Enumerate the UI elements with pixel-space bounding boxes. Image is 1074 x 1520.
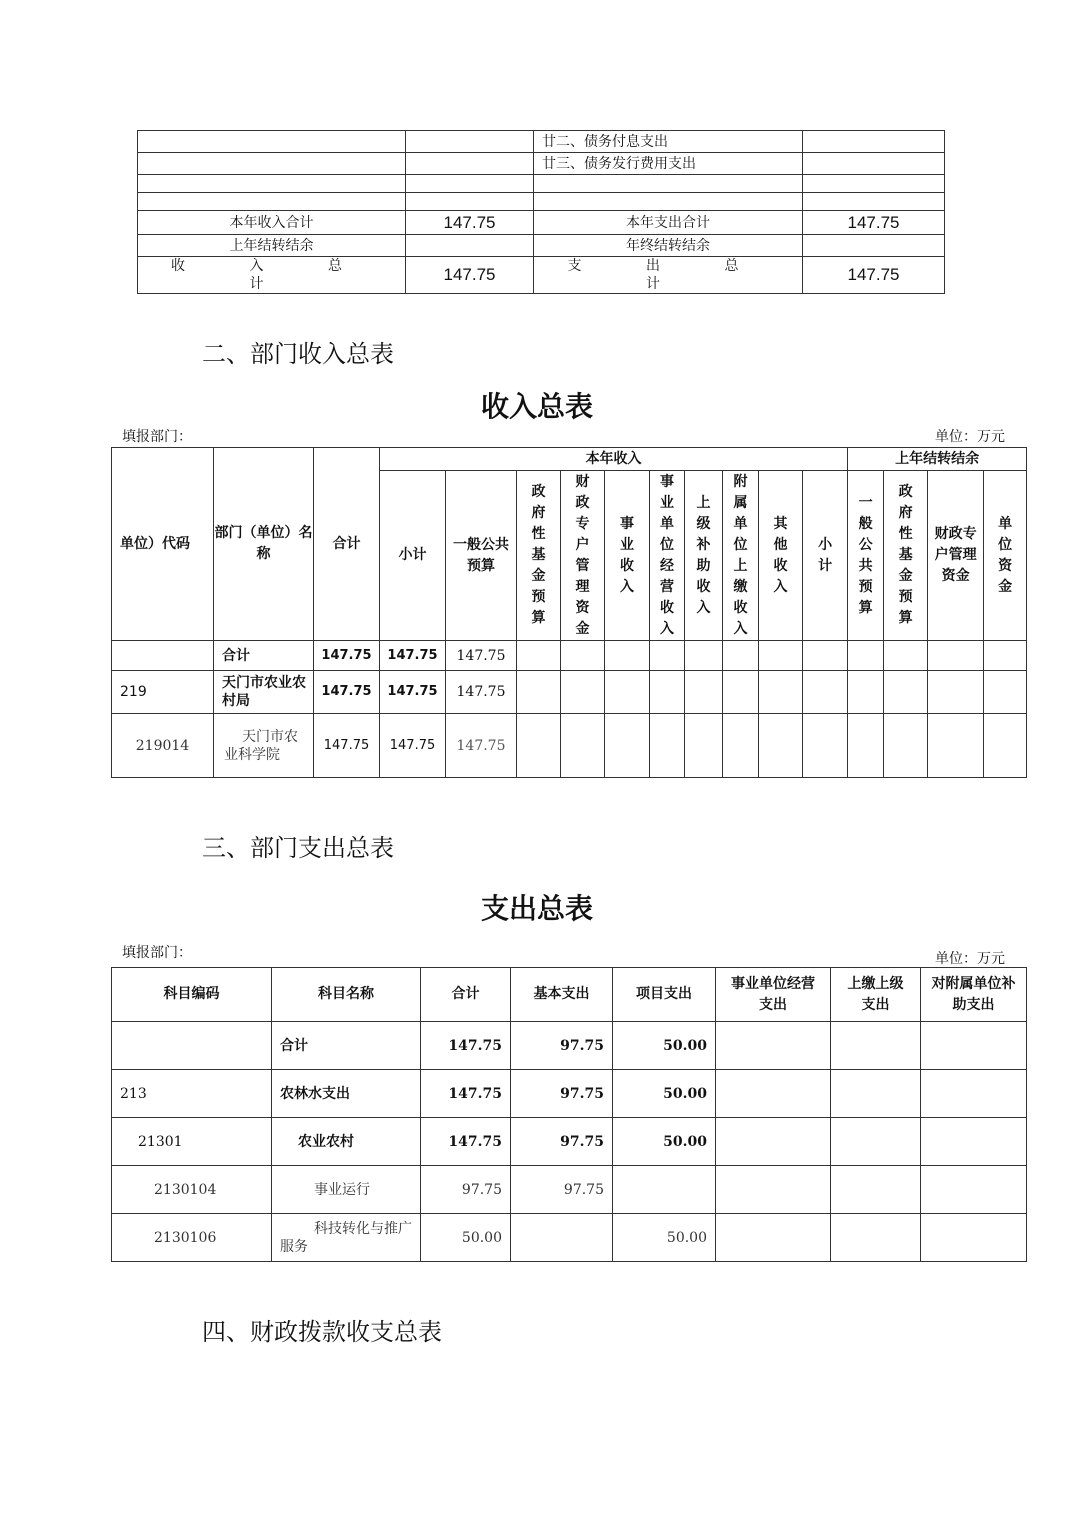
header-superior-subsidy: 上级补助收入 xyxy=(685,471,723,641)
row-total: 97.75 xyxy=(421,1166,511,1214)
header-last-year: 上年结转结余 xyxy=(848,448,1027,471)
row-subtotal: 147.75 xyxy=(380,714,446,778)
empty-cell xyxy=(848,671,884,714)
table-cell xyxy=(138,131,406,153)
header-this-year: 本年收入 xyxy=(380,448,848,471)
header-ly-general: 一般公共预算 xyxy=(848,471,884,641)
empty-cell xyxy=(848,641,884,671)
section-heading: 三、部门支出总表 xyxy=(202,834,394,862)
empty-cell xyxy=(650,714,685,778)
table-cell xyxy=(406,131,534,153)
header-business-income: 事业收入 xyxy=(605,471,650,641)
empty-cell xyxy=(759,671,803,714)
empty-cell xyxy=(848,714,884,778)
header-subtotal: 小计 xyxy=(380,471,446,641)
row-basic: 97.75 xyxy=(511,1118,613,1166)
empty-cell xyxy=(650,671,685,714)
row-basic: 97.75 xyxy=(511,1070,613,1118)
header-superior-expense: 上缴上级支出 xyxy=(831,968,921,1022)
section-heading: 二、部门收入总表 xyxy=(202,340,394,368)
row-project: 50.00 xyxy=(613,1022,716,1070)
header-subject-code: 科目编码 xyxy=(112,968,272,1022)
table-row xyxy=(138,175,945,193)
header-operating-expense: 事业单位经营支出 xyxy=(716,968,831,1022)
year-end-label: 年终结转结余 xyxy=(534,235,803,257)
empty-cell xyxy=(831,1118,921,1166)
header-project-expense: 项目支出 xyxy=(613,968,716,1022)
header-other-income: 其他收入 xyxy=(759,471,803,641)
table-cell xyxy=(138,175,406,193)
header-code: 单位）代码 xyxy=(112,448,214,641)
row-general-budget: 147.75 xyxy=(446,641,517,671)
table-row xyxy=(112,1118,1027,1166)
table-cell xyxy=(803,153,945,175)
row-code: 2130104 xyxy=(112,1166,272,1214)
empty-cell xyxy=(831,1070,921,1118)
filler-label: 填报部门： xyxy=(122,429,192,445)
table-title: 收入总表 xyxy=(480,390,593,423)
empty-cell xyxy=(921,1166,1027,1214)
table-cell xyxy=(138,193,406,211)
empty-cell xyxy=(723,641,759,671)
empty-cell xyxy=(831,1214,921,1262)
expense-total-label: 本年支出合计 xyxy=(534,211,803,235)
row-name: 天门市农业科学院 xyxy=(214,714,314,778)
table-cell xyxy=(803,193,945,211)
empty-cell xyxy=(759,641,803,671)
header-ly-subtotal: 小计 xyxy=(803,471,848,641)
empty-cell xyxy=(716,1022,831,1070)
empty-cell xyxy=(884,714,928,778)
empty-cell xyxy=(561,714,605,778)
row-code: 2130106 xyxy=(112,1214,272,1262)
table-cell xyxy=(406,175,534,193)
row-code xyxy=(112,641,214,671)
table-row xyxy=(112,671,1027,714)
table-cell xyxy=(406,193,534,211)
empty-cell xyxy=(517,671,561,714)
header-ly-unit-fund: 单位资金 xyxy=(984,471,1027,641)
income-total-value: 147.75 xyxy=(406,211,534,235)
table-row xyxy=(138,193,945,211)
row-general-budget: 147.75 xyxy=(446,714,517,778)
row-name: 农业农村 xyxy=(272,1118,421,1166)
empty-cell xyxy=(605,671,650,714)
header-row xyxy=(112,448,1027,471)
row-basic xyxy=(511,1214,613,1262)
expense-summary-table xyxy=(111,967,1027,1262)
empty-cell xyxy=(984,671,1027,714)
empty-cell xyxy=(650,641,685,671)
row-name: 天门市农业农村局 xyxy=(214,671,314,714)
empty-cell xyxy=(685,671,723,714)
empty-cell xyxy=(884,641,928,671)
income-summary-table xyxy=(111,447,1027,778)
row-name: 合计 xyxy=(272,1022,421,1070)
empty-cell xyxy=(716,1214,831,1262)
header-total: 合计 xyxy=(421,968,511,1022)
empty-cell xyxy=(605,641,650,671)
table-cell xyxy=(406,153,534,175)
table-title: 支出总表 xyxy=(480,892,593,925)
table-row xyxy=(138,257,945,294)
row-code xyxy=(112,1022,272,1070)
row-project: 50.00 xyxy=(613,1118,716,1166)
empty-cell xyxy=(921,1118,1027,1166)
table-row xyxy=(112,714,1027,778)
header-ly-gov-fund: 政府性基金预算 xyxy=(884,471,928,641)
row-project: 50.00 xyxy=(613,1214,716,1262)
header-name: 部门（单位）名称 xyxy=(214,448,314,641)
grand-income-value: 147.75 xyxy=(406,257,534,294)
row-code: 213 xyxy=(112,1070,272,1118)
empty-cell xyxy=(517,641,561,671)
row-name: 农林水支出 xyxy=(272,1070,421,1118)
row-total: 147.75 xyxy=(421,1022,511,1070)
empty-cell xyxy=(831,1166,921,1214)
header-affiliated-income: 附属单位上缴收入 xyxy=(723,471,759,641)
grand-expense-label: 支 出 总 计 xyxy=(534,257,803,294)
grand-income-label: 收 入 总 计 xyxy=(138,257,406,294)
row-basic: 97.75 xyxy=(511,1166,613,1214)
table-row xyxy=(138,235,945,257)
carry-over-label: 上年结转结余 xyxy=(138,235,406,257)
empty-cell xyxy=(984,714,1027,778)
row-total: 147.75 xyxy=(314,714,380,778)
table-row xyxy=(112,1214,1027,1262)
filler-label: 填报部门： xyxy=(122,945,192,961)
empty-cell xyxy=(561,671,605,714)
table-row xyxy=(138,211,945,235)
empty-cell xyxy=(517,714,561,778)
empty-cell xyxy=(928,714,984,778)
row-name: 事业运行 xyxy=(272,1166,421,1214)
empty-cell xyxy=(921,1022,1027,1070)
header-operating-income: 事业单位经营收入 xyxy=(650,471,685,641)
unit-label: 单位：万元 xyxy=(935,429,1005,445)
row-total: 147.75 xyxy=(421,1070,511,1118)
row-total: 147.75 xyxy=(314,641,380,671)
empty-cell xyxy=(685,714,723,778)
unit-label: 单位：万元 xyxy=(935,951,1005,967)
empty-cell xyxy=(605,714,650,778)
table-row xyxy=(112,1166,1027,1214)
expense-item-label: 廿三、债务发行费用支出 xyxy=(534,153,803,175)
table-cell xyxy=(534,175,803,193)
empty-cell xyxy=(803,714,848,778)
income-expense-summary-table xyxy=(137,130,945,294)
empty-cell xyxy=(759,714,803,778)
table-cell xyxy=(803,131,945,153)
expense-item-label: 廿二、债务付息支出 xyxy=(534,131,803,153)
empty-cell xyxy=(928,641,984,671)
table-row xyxy=(138,153,945,175)
header-row xyxy=(112,968,1027,1022)
row-name: 科技转化与推广服务 xyxy=(272,1214,421,1262)
section-heading: 四、财政拨款收支总表 xyxy=(202,1318,442,1346)
empty-cell xyxy=(884,671,928,714)
empty-cell xyxy=(831,1022,921,1070)
table-cell xyxy=(803,175,945,193)
row-total: 147.75 xyxy=(314,671,380,714)
header-special-fund: 财政专户管理资金 xyxy=(561,471,605,641)
empty-cell xyxy=(803,671,848,714)
header-general-budget: 一般公共预算 xyxy=(446,471,517,641)
empty-cell xyxy=(716,1118,831,1166)
row-basic: 97.75 xyxy=(511,1022,613,1070)
row-subtotal: 147.75 xyxy=(380,671,446,714)
empty-cell xyxy=(716,1166,831,1214)
empty-cell xyxy=(921,1214,1027,1262)
table-row xyxy=(138,131,945,153)
row-name: 合计 xyxy=(214,641,314,671)
carry-over-value xyxy=(406,235,534,257)
table-row xyxy=(112,1070,1027,1118)
header-ly-special: 财政专户管理资金 xyxy=(928,471,984,641)
row-general-budget: 147.75 xyxy=(446,671,517,714)
empty-cell xyxy=(561,641,605,671)
header-basic-expense: 基本支出 xyxy=(511,968,613,1022)
year-end-value xyxy=(803,235,945,257)
row-total: 147.75 xyxy=(421,1118,511,1166)
empty-cell xyxy=(685,641,723,671)
table-cell xyxy=(534,193,803,211)
empty-cell xyxy=(984,641,1027,671)
table-row xyxy=(112,641,1027,671)
empty-cell xyxy=(723,714,759,778)
header-subsidy-expense: 对附属单位补助支出 xyxy=(921,968,1027,1022)
empty-cell xyxy=(803,641,848,671)
table-cell xyxy=(138,153,406,175)
row-subtotal: 147.75 xyxy=(380,641,446,671)
header-total: 合计 xyxy=(314,448,380,641)
expense-total-value: 147.75 xyxy=(803,211,945,235)
row-project: 50.00 xyxy=(613,1070,716,1118)
row-project xyxy=(613,1166,716,1214)
table-row xyxy=(112,1022,1027,1070)
row-code: 219014 xyxy=(112,714,214,778)
header-gov-fund: 政府性基金预算 xyxy=(517,471,561,641)
row-code: 21301 xyxy=(112,1118,272,1166)
row-code: 219 xyxy=(112,671,214,714)
empty-cell xyxy=(928,671,984,714)
empty-cell xyxy=(716,1070,831,1118)
header-subject-name: 科目名称 xyxy=(272,968,421,1022)
row-total: 50.00 xyxy=(421,1214,511,1262)
grand-expense-value: 147.75 xyxy=(803,257,945,294)
empty-cell xyxy=(921,1070,1027,1118)
income-total-label: 本年收入合计 xyxy=(138,211,406,235)
empty-cell xyxy=(723,671,759,714)
